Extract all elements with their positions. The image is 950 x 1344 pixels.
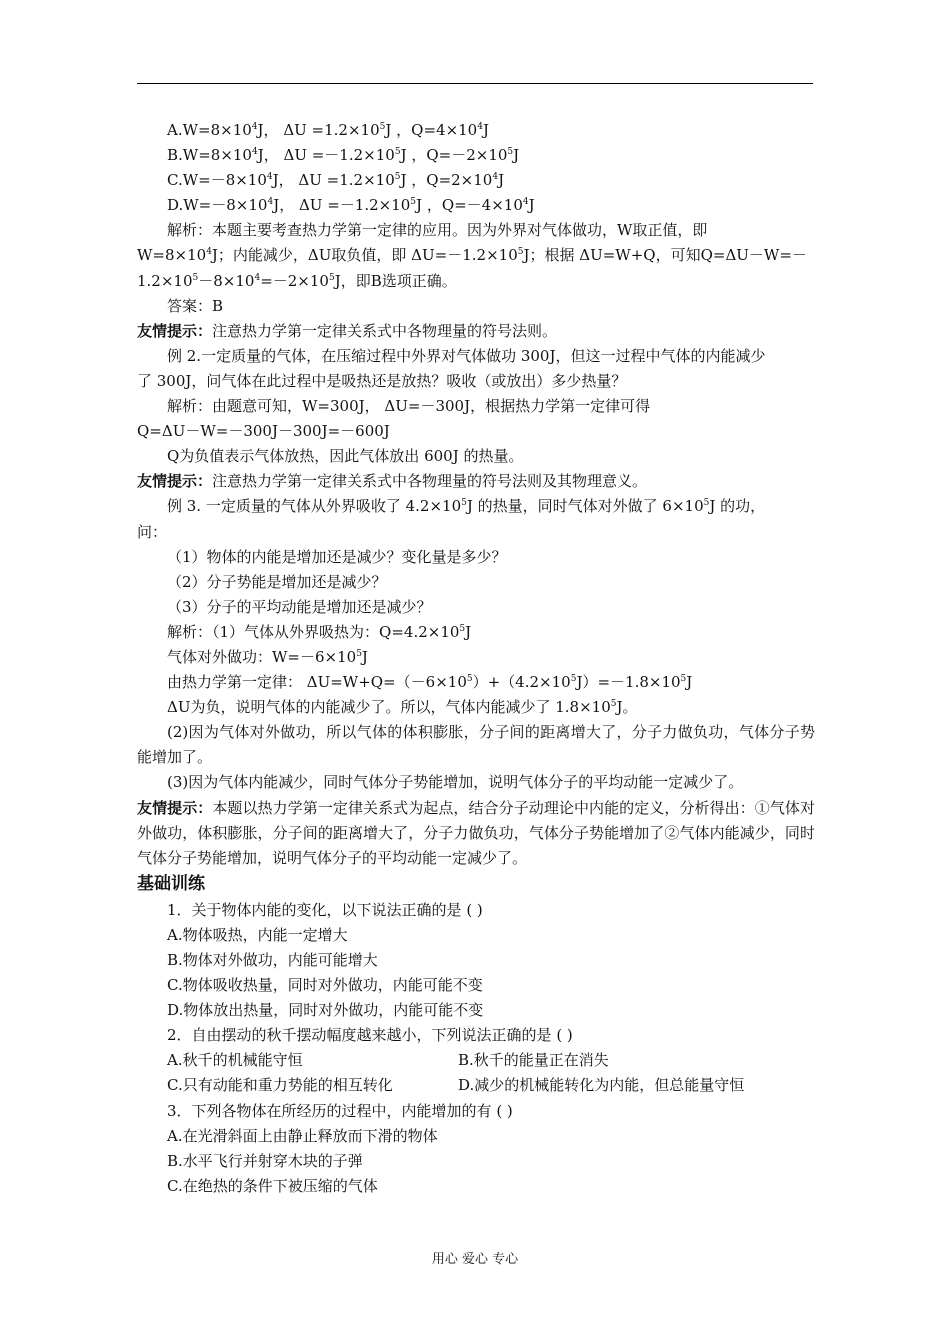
option-b-ex1: $B.W=8\times 10^4J$， $\Delta U =-1.2\times 10^5J$ ，$Q=-2\times 10^5J$: [167, 146, 520, 165]
option-a-ex1: $A.W=8\times 10^4J$， $\Delta U =1.2\times 10^5J$ ，$Q=4\times 10^4J$: [167, 121, 489, 139]
q3-stem: 3．下列各物体在所经历的过程中，内能增加的有 ( ): [167, 1101, 513, 1120]
tip-2: 友情提示：注意热力学第一定律关系式中各物理量的符号法则及其物理意义。: [137, 472, 648, 491]
ex1-analysis-line1: 解析：本题主要考查热力学第一定律的应用。因为外界对气体做功，W取正值，即: [167, 221, 708, 240]
section-title: 基础训练: [137, 873, 205, 894]
ex2-question-line2: 了 300J，问气体在此过程中是吸热还是放热？吸收（或放出）多少热量？: [137, 371, 627, 390]
q3-option-c: C.在绝热的条件下被压缩的气体: [167, 1176, 378, 1195]
ex1-answer: 答案：B: [167, 296, 224, 315]
q1-stem: 1．关于物体内能的变化，以下说法正确的是 ( ): [167, 900, 483, 919]
ex3-analysis-part2: (2)因为气体对外做功，所以气体的体积膨胀，分子间的距离增大了，分子力做负功，气体分子势能增加了。: [137, 723, 815, 767]
ex3-analysis-line3: 由热力学第一定律： $\Delta U=W+Q=(-6\times 10^5)+(4.2\times 10^5J)=-1.8\times 10^5J$: [167, 673, 693, 692]
q3-option-b: B.水平飞行并射穿木块的子弹: [167, 1151, 363, 1170]
document-body: [137, 118, 815, 1199]
ex3-analysis-line1: 解析：（1）气体从外界吸热为：$Q=4.2\times 10^5J$: [167, 622, 472, 641]
ex3-question-line1: 例 3. 一定质量的气体从外界吸收了 $4.2\times 10^5J$ 的热量，同时气体对外做了 $6\times 10^5J$ 的功，: [167, 497, 766, 516]
q2-option-b: B.秋千的能量正在消失: [458, 1051, 609, 1070]
ex3-subquestion-1: （1）物体的内能是增加还是减少？变化量是多少？: [167, 547, 507, 566]
q2-option-c: C.只有动能和重力势能的相互转化: [167, 1076, 393, 1095]
q2-stem: 2．自由摆动的秋千摆动幅度越来越小，下列说法正确的是 ( ): [167, 1026, 573, 1045]
q2-option-a: A.秋千的机械能守恒: [167, 1051, 303, 1070]
q2-options-row2: [137, 1073, 815, 1098]
option-c-ex1: $C.W=-8\times 10^4J$， $\Delta U =1.2\times 10^5J$ ，$Q=2\times 10^4J$: [167, 171, 505, 190]
ex1-analysis-line2: $W=8\times 10^4J$；内能减少，ΔU取负值，即 $\Delta U=-1.2\times 10^5J$；根据 ΔU=W+Q，可知Q=ΔU－W=－: [137, 246, 807, 265]
q1-option-b: B.物体对外做功，内能可能增大: [167, 951, 378, 969]
ex3-question-line2: 问：: [137, 522, 168, 541]
ex3-subquestion-2: （2）分子势能是增加还是减少？: [167, 572, 387, 591]
q1-option-a: A.物体吸热，内能一定增大: [167, 925, 348, 944]
q3-option-a: A.在光滑斜面上由静止释放而下滑的物体: [167, 1126, 438, 1145]
q2-options-row1: [137, 1048, 815, 1073]
ex3-subquestion-3: （3）分子的平均动能是增加还是减少？: [167, 597, 432, 616]
ex1-analysis-line3: $1.2\times 10^5-8\times 10^4=-2\times 10^5J$，即B选项正确。: [137, 271, 457, 290]
ex2-analysis-line3: Q为负值表示气体放热，因此气体放出 600J 的热量。: [167, 447, 524, 466]
ex3-analysis-line2: 气体对外做功：$W=-6\times 10^5J$: [167, 647, 368, 666]
q2-option-d: D.减少的机械能转化为内能，但总能量守恒: [458, 1076, 745, 1095]
ex3-analysis-part3: (3)因为气体内能减少，同时气体分子势能增加，说明气体分子的平均动能一定减少了。: [167, 773, 744, 792]
ex2-analysis-line1: 解析：由题意可知，W=300J， ΔU=－300J，根据热力学第一定律可得: [167, 397, 651, 416]
page-footer: 用心 爱心 专心: [431, 1252, 519, 1267]
option-d-ex1: $D.W=-8\times 10^4J$， $\Delta U =-1.2\times 10^5J$ ，$Q=-4\times 10^4J$: [167, 196, 535, 215]
ex3-analysis-line4: ΔU为负，说明气体的内能减少了。所以，气体内能减少了 $1.8\times 10^5J$。: [167, 698, 638, 717]
header-rule: [137, 83, 813, 84]
tip-1: 友情提示：注意热力学第一定律关系式中各物理量的符号法则。: [137, 321, 558, 340]
q1-option-c: C.物体吸收热量，同时对外做功，内能可能不变: [167, 976, 483, 995]
ex2-question-line1: 例 2.一定质量的气体，在压缩过程中外界对气体做功 300J，但这一过程中气体的内能减少: [167, 346, 766, 365]
ex2-analysis-line2: Q=ΔU－W=－300J－300J=－600J: [137, 422, 390, 441]
tip-3: 友情提示：本题以热力学第一定律关系式为起点，结合分子动理论中内能的定义，分析得出：①气体对外做功，体积膨胀，分子间的距离增大了，分子力做负功，气体分子势能增加了②气体内能减少，同时气体分子势能增加，说明气体分子的平均动能一定减少了。: [137, 798, 815, 867]
q1-option-d: D.物体放出热量，同时对外做功，内能可能不变: [167, 1001, 484, 1020]
